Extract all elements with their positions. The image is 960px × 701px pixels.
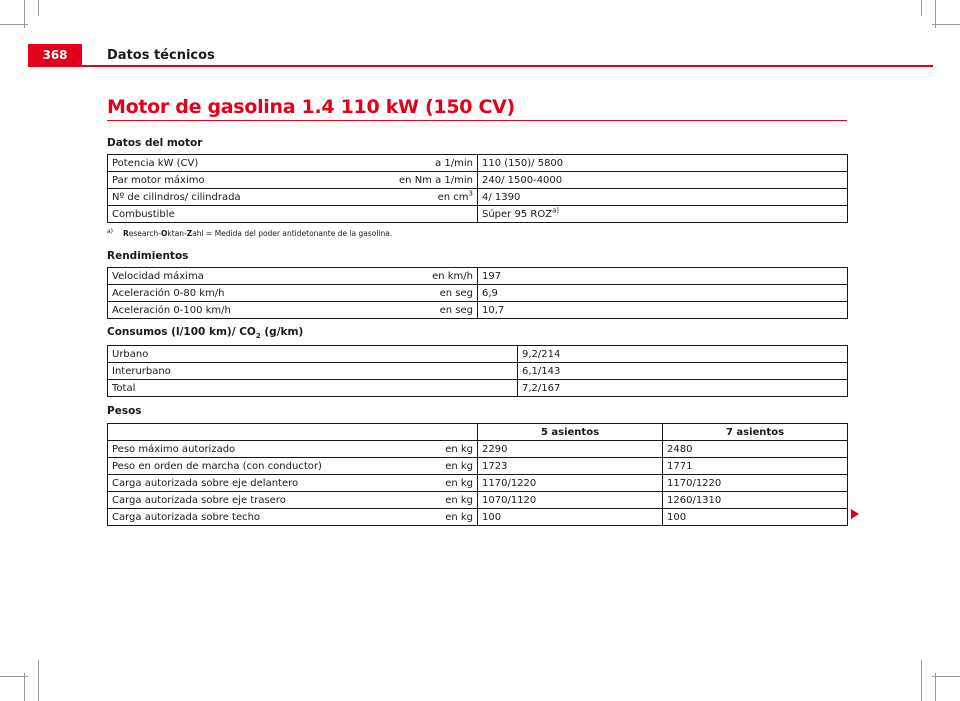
unit-text: en cm: [437, 191, 469, 203]
crop-mark: [932, 676, 960, 677]
row-value-7: 100: [663, 509, 848, 526]
row-label: Interurbano: [108, 363, 518, 380]
table-row: [108, 172, 848, 189]
table-row: [108, 509, 848, 526]
section-heading-consumption: [107, 326, 303, 340]
crop-mark: [0, 24, 28, 25]
table-row: [108, 441, 848, 458]
row-unit: en kg: [293, 509, 478, 526]
row-label: Carga autorizada sobre eje delantero: [108, 475, 293, 492]
crop-mark: [921, 0, 922, 16]
row-value-5: 100: [478, 509, 663, 526]
table-row: [108, 155, 848, 172]
crop-mark: [24, 673, 25, 701]
weights-table: [107, 423, 848, 526]
row-value-5: 1723: [478, 458, 663, 475]
row-unit: en kg: [293, 475, 478, 492]
crop-mark: [932, 24, 960, 25]
table-row: [108, 285, 848, 302]
row-unit: [293, 189, 478, 206]
heading-text: (g/km): [260, 326, 304, 338]
section-heading-engine: Datos del motor: [107, 137, 203, 149]
row-label: Peso máximo autorizado: [108, 441, 293, 458]
row-value: 110 (150)/ 5800: [478, 155, 848, 172]
row-label: Carga autorizada sobre techo: [108, 509, 293, 526]
title-rule: [107, 120, 847, 121]
heading-subscript: 2: [255, 332, 261, 341]
column-header-7-seats: 7 asientos: [663, 424, 848, 441]
section-heading-weights: Pesos: [107, 405, 142, 417]
row-value: 197: [478, 268, 848, 285]
row-value-7: 2480: [663, 441, 848, 458]
table-header-row: [108, 424, 848, 441]
row-label: Nº de cilindros/ cilindrada: [108, 189, 293, 206]
footnote-text: ahl = Medida del poder antidetonante de la gasolina.: [192, 229, 393, 238]
row-label: Potencia kW (CV): [108, 155, 293, 172]
continue-arrow-icon: [851, 509, 859, 519]
table-row: [108, 475, 848, 492]
row-value-7: 1771: [663, 458, 848, 475]
table-row: [108, 346, 848, 363]
crop-mark: [921, 660, 922, 701]
row-label: Urbano: [108, 346, 518, 363]
row-unit: en kg: [293, 458, 478, 475]
performance-table: [107, 267, 848, 319]
footnote-initial: O: [161, 229, 168, 238]
table-row: [108, 458, 848, 475]
heading-text: Consumos (l/100 km)/ CO: [107, 326, 256, 338]
row-value: 240/ 1500-4000: [478, 172, 848, 189]
footnote-text: esearch-: [128, 229, 162, 238]
footnote-mark: a): [107, 228, 114, 235]
footnote: [107, 228, 392, 238]
running-head: Datos técnicos: [107, 48, 215, 63]
header-empty-cell: [108, 424, 478, 441]
row-label: Velocidad máxima: [108, 268, 293, 285]
row-unit: [293, 206, 478, 223]
row-value: 6,9: [478, 285, 848, 302]
row-label: Peso en orden de marcha (con conductor): [108, 458, 293, 475]
row-unit: en seg: [293, 302, 478, 319]
row-unit: en seg: [293, 285, 478, 302]
row-unit: en kg: [293, 492, 478, 509]
row-unit: en kg: [293, 441, 478, 458]
crop-mark: [38, 0, 39, 16]
row-value-5: 2290: [478, 441, 663, 458]
crop-mark: [935, 673, 936, 701]
footnote-initial: Z: [186, 229, 193, 238]
row-label: Total: [108, 380, 518, 397]
page-title: Motor de gasolina 1.4 110 kW (150 CV): [107, 96, 515, 118]
column-header-5-seats: 5 asientos: [478, 424, 663, 441]
table-row: [108, 206, 848, 223]
row-value-5: 1070/1120: [478, 492, 663, 509]
row-unit: a 1/min: [293, 155, 478, 172]
crop-mark: [0, 676, 28, 677]
row-unit: en Nm a 1/min: [293, 172, 478, 189]
row-unit: en km/h: [293, 268, 478, 285]
footnote-text: ktan-: [167, 229, 187, 238]
header-rule: [28, 65, 933, 67]
unit-superscript: 3: [468, 189, 473, 198]
engine-table: [107, 154, 848, 223]
consumption-table: [107, 345, 848, 397]
value-text: Súper 95 ROZ: [482, 208, 553, 220]
row-value-7: 1170/1220: [663, 475, 848, 492]
crop-mark: [38, 660, 39, 701]
row-label: Aceleración 0-80 km/h: [108, 285, 293, 302]
table-row: [108, 492, 848, 509]
row-value: [478, 206, 848, 223]
table-row: [108, 363, 848, 380]
row-value: 4/ 1390: [478, 189, 848, 206]
table-row: [108, 302, 848, 319]
table-row: [108, 189, 848, 206]
row-label: Combustible: [108, 206, 293, 223]
row-value: 10,7: [478, 302, 848, 319]
footnote-reference: a): [552, 206, 560, 215]
row-value: 7,2/167: [518, 380, 848, 397]
row-value-7: 1260/1310: [663, 492, 848, 509]
row-value-5: 1170/1220: [478, 475, 663, 492]
row-value: 6,1/143: [518, 363, 848, 380]
row-label: Carga autorizada sobre eje trasero: [108, 492, 293, 509]
section-heading-performance: Rendimientos: [107, 250, 189, 262]
footnote-initial: R: [123, 229, 129, 238]
row-label: Aceleración 0-100 km/h: [108, 302, 293, 319]
table-row: [108, 268, 848, 285]
table-row: [108, 380, 848, 397]
page-number: 368: [28, 44, 82, 66]
row-label: Par motor máximo: [108, 172, 293, 189]
row-value: 9,2/214: [518, 346, 848, 363]
